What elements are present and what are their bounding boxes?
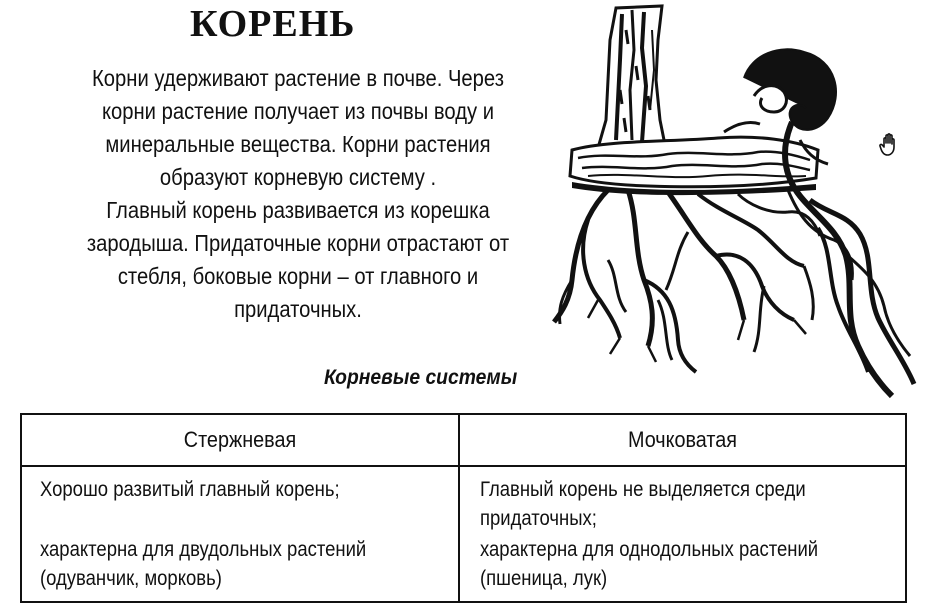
root-systems-table [20, 413, 907, 603]
table-header-fibrous: Мочковатая [628, 427, 737, 452]
hand-cursor-icon [878, 132, 904, 158]
fibrous-cell-line: характерна для однодольных растений [480, 538, 819, 561]
intro-line: образуют корневую систему . [159, 164, 437, 190]
page-title: КОРЕНЬ [190, 3, 356, 45]
table-header-divider [22, 465, 905, 467]
fibrous-cell-line: Главный корень не выделяется среди [480, 478, 806, 501]
taproot-cell-line: Хорошо развитый главный корень; [40, 478, 340, 501]
intro-line: зародыша. Придаточные корни отрастают от [86, 230, 510, 256]
taproot-cell-line: характерна для двудольных растений [40, 538, 367, 561]
section-title: Корневые системы [324, 366, 518, 389]
table-column-divider [458, 415, 460, 601]
intro-line: минеральные вещества. Корни растения [105, 131, 491, 157]
fibrous-cell-line: (пшеница, лук) [480, 567, 608, 590]
intro-line: Корни удерживают растение в почве. Через [92, 65, 504, 91]
intro-line: придаточных. [234, 296, 362, 322]
intro-text [66, 62, 530, 326]
taproot-cell-line: (одуванчик, морковь) [40, 567, 222, 590]
tree-roots-illustration-icon [548, 0, 920, 402]
intro-line: стебля, боковые корни – от главного и [117, 263, 479, 289]
intro-line: корни растение получает из почвы воду и [101, 98, 495, 124]
intro-line: Главный корень развивается из корешка [106, 197, 490, 223]
fibrous-cell-line: придаточных; [480, 507, 597, 530]
table-header-taproot: Стержневая [183, 427, 297, 452]
